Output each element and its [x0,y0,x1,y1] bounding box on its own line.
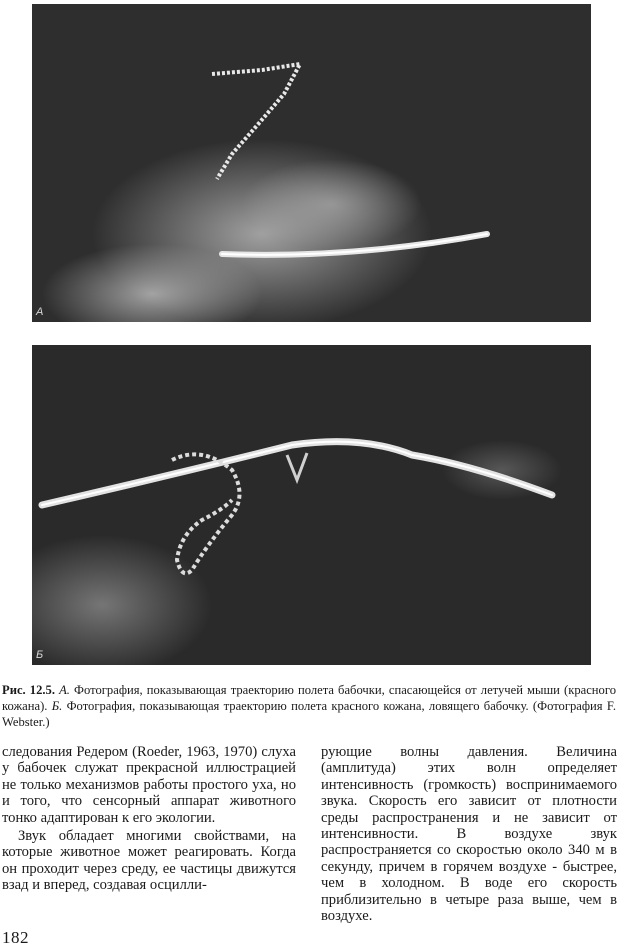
moth-trajectory-image [32,4,591,322]
left-text-column [2,744,296,894]
page-number: 182 [2,928,29,947]
photo-bat-catching-moth [32,345,591,665]
caption-a-text: Фотография, показывающая траекторию полета бабочки, спасающейся от летучей мыши (красного кожана). [2,683,616,713]
panel-a-label: А [36,306,44,318]
left-paragraph-2: Звук обладает многими свойствами, на которые животное может реагировать. Когда он проходит через среду, ее частицы движутся взад и вперед, создавая осцилли- [2,828,296,894]
photo-moth-escape-trajectory [32,4,591,322]
right-text-column [321,744,617,924]
right-paragraph-1: рующие волны давления. Величина (амплитуда) этих волн определяет интенсивность (громкость) воспринимаемого звука. Скорость его зависит от плотности среды распространения и не зависит от интенсивности. В воздухе звук распространяется со скоростью около 340 м в секунду, причем в горячем воздухе - быстрее, чем в холодном. В воде его скорость приблизительно в четыре раза выше, чем в воздухе. [321,744,617,925]
panel-b-label: Б [36,649,44,661]
left-paragraph-1: следования Редером (Roeder, 1963, 1970) слуха у бабочек служат прекрасной иллюстрацией не только механизмов работы простого уха, но и того, что сенсорный аппарат животного тонко адаптирован к его экологии. [2,744,296,826]
figure-number: Рис. 12.5. [2,683,55,697]
figure-caption [2,682,616,730]
bat-trajectory-image [32,345,591,665]
caption-a-marker: А. [59,683,70,697]
caption-b-text: Фотография, показывающая траекторию полета красного кожана, ловящего бабочку. (Фотография F. Webster.) [2,699,617,729]
caption-b-marker: Б. [51,699,63,713]
